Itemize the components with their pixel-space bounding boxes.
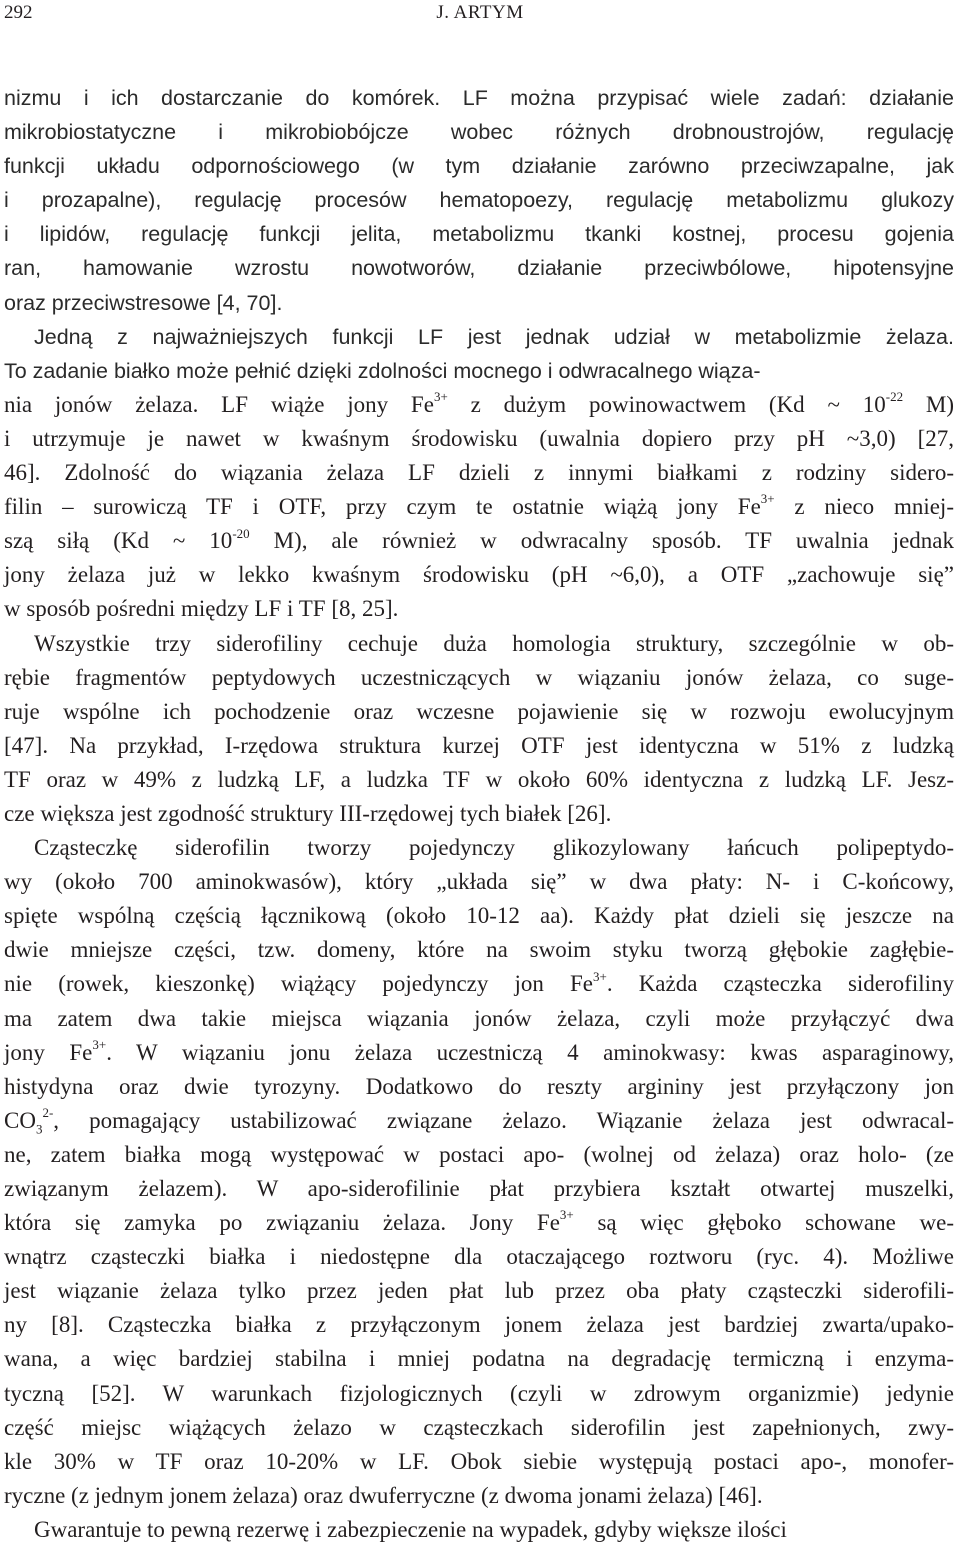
text-segment: M), ale również w odwracalny sposób. TF uwalnia jednak bbox=[249, 528, 954, 554]
subscript: 3 bbox=[35, 1121, 43, 1137]
text-line bbox=[4, 1070, 954, 1104]
text-segment: TF oraz w 49% z ludzką LF, a ludzka TF w około 60% identyczna z ludzką LF. Jesz- bbox=[4, 766, 954, 792]
text-line bbox=[4, 729, 954, 763]
superscript: 2- bbox=[42, 1105, 54, 1121]
text-segment: są więc głęboko schowane we- bbox=[573, 1210, 954, 1236]
text-line bbox=[4, 1138, 954, 1172]
text-line bbox=[4, 1308, 954, 1342]
text-line bbox=[4, 627, 954, 661]
text-segment: mikrobiostatyczne i mikrobiobójcze wobec różnych drobnoustrojów, regulację bbox=[4, 120, 954, 145]
text-line bbox=[4, 115, 954, 149]
text-line bbox=[4, 592, 954, 626]
paragraph bbox=[4, 320, 954, 388]
paragraph bbox=[4, 81, 954, 320]
text-segment: nia jonów żelaza. LF wiąże jony Fe bbox=[4, 391, 434, 417]
text-segment: ruje wspólne ich pochodzenie oraz wczesne pojawienie się w rozwoju ewolucyjnym bbox=[4, 698, 954, 724]
text-segment: filin – surowiczą TF i OTF, przy czym te ostatnie wiążą jony Fe bbox=[4, 494, 761, 520]
text-line bbox=[4, 354, 954, 388]
text-segment: 46]. Zdolność do wiązania żelaza LF dzieli z innymi białkami z rodziny sidero- bbox=[4, 460, 954, 486]
text-segment: wnątrz cząsteczki białka i niedostępne dla otaczającego roztworu (ryc. 4). Możliwe bbox=[4, 1244, 954, 1270]
text-segment: CO bbox=[4, 1107, 36, 1133]
text-segment: jony Fe bbox=[4, 1039, 93, 1065]
text-segment: kle 30% w TF oraz 10-20% w LF. Obok siebie występują postaci apo-, monofer- bbox=[4, 1448, 954, 1474]
paragraph bbox=[4, 388, 954, 627]
text-segment: Jedną z najważniejszych funkcji LF jest jednak udział w metabolizmie żelaza. bbox=[34, 324, 954, 349]
text-line bbox=[4, 217, 954, 251]
text-segment: cze większa jest zgodność struktury III-rzędowej tych białek [26]. bbox=[4, 800, 612, 826]
text-line bbox=[4, 831, 954, 865]
page-header bbox=[0, 0, 960, 30]
text-segment: spięte wspólną częścią łącznikową (około 10-12 aa). Każdy płat dzieli się jeszcze na bbox=[4, 903, 954, 929]
text-line bbox=[4, 149, 954, 183]
text-line bbox=[4, 1104, 954, 1138]
text-segment: szą siłą (Kd ~ 10 bbox=[4, 528, 233, 554]
text-line bbox=[4, 797, 954, 831]
text-segment: część miejsc wiążących żelazo w cząsteczkach siderofilin jest zapełnionych, zwy- bbox=[4, 1414, 954, 1440]
text-segment: ryczne (z jednym jonem żelaza) oraz dwuferryczne (z dwoma jonami żelaza) [46]. bbox=[4, 1482, 763, 1508]
text-segment: ny [8]. Cząsteczka białka z przyłączonym jonem żelaza jest bardziej zwarta/upako- bbox=[4, 1312, 954, 1338]
text-line bbox=[4, 251, 954, 285]
text-line bbox=[4, 286, 954, 320]
text-line bbox=[4, 1206, 954, 1240]
text-line bbox=[4, 933, 954, 967]
text-segment: . Każda cząsteczka siderofiliny bbox=[606, 971, 954, 997]
text-segment: jest wiązanie żelaza tylko przez jeden płat lub przez oba płaty cząsteczki siderofili- bbox=[4, 1278, 954, 1304]
text-segment: , pomagający ustabilizować związane żelazo. Wiązanie żelaza jest odwracal- bbox=[53, 1107, 954, 1133]
text-segment: [47]. Na przykład, I-rzędowa struktura kurzej OTF jest identyczna w 51% z ludzką bbox=[4, 732, 954, 758]
text-segment: Wszystkie trzy siderofiliny cechuje duża homologia struktury, szczególnie w ob- bbox=[34, 630, 954, 656]
text-segment: rębie fragmentów peptydowych uczestniczących w wiązaniu jonów żelaza, co suge- bbox=[4, 664, 954, 690]
text-line bbox=[4, 388, 954, 422]
text-segment: nizmu i ich dostarczanie do komórek. LF można przypisać wiele zadań: działanie bbox=[4, 86, 954, 110]
text-line bbox=[4, 456, 954, 490]
superscript: -22 bbox=[885, 389, 904, 405]
text-line bbox=[4, 1377, 954, 1411]
text-segment: histydyna oraz dwie tyrozyny. Dodatkowo do reszty argininy jest przyłączony jon bbox=[4, 1073, 954, 1099]
superscript: 3+ bbox=[92, 1036, 107, 1052]
text-segment: jony żelaza już w lekko kwaśnym środowisku (pH ~6,0), a OTF „zachowuje się” bbox=[4, 562, 954, 588]
text-segment: To zadanie białko może pełnić dzięki zdolności mocnego i odwracalnego wiąza- bbox=[4, 358, 761, 383]
text-line bbox=[4, 1274, 954, 1308]
text-segment: M) bbox=[903, 391, 954, 417]
superscript: 3+ bbox=[760, 491, 775, 507]
text-line bbox=[4, 865, 954, 899]
text-line bbox=[4, 183, 954, 217]
text-line bbox=[4, 763, 954, 797]
text-line bbox=[4, 1411, 954, 1445]
text-segment: w sposób pośredni między LF i TF [8, 25]. bbox=[4, 596, 399, 622]
paragraph bbox=[4, 1513, 954, 1547]
text-segment: wy (około 700 aminokwasów), który „układa się” w dwa płaty: N- i C-końcowy, bbox=[4, 869, 954, 895]
text-segment: . W wiązaniu jonu żelaza uczestniczą 4 aminokwasy: kwas asparaginowy, bbox=[106, 1039, 955, 1065]
text-line bbox=[4, 320, 954, 354]
text-segment: Cząsteczkę siderofilin tworzy pojedynczy glikozylowany łańcuch polipeptydo- bbox=[34, 835, 954, 861]
superscript: 3+ bbox=[433, 389, 448, 405]
text-line bbox=[4, 1342, 954, 1376]
text-line bbox=[4, 695, 954, 729]
text-line bbox=[4, 1445, 954, 1479]
superscript: 3+ bbox=[559, 1207, 574, 1223]
text-line bbox=[4, 661, 954, 695]
text-segment: ran, hamowanie wzrostu nowotworów, działanie przeciwbólowe, hipotensyjne bbox=[4, 256, 954, 281]
text-segment: z nieco mniej- bbox=[774, 494, 954, 520]
text-line bbox=[4, 524, 954, 558]
text-segment: i utrzymuje je nawet w kwaśnym środowisku (uwalnia dopiero przy pH ~3,0) [27, bbox=[4, 425, 954, 451]
text-line bbox=[4, 1479, 954, 1513]
text-segment: tyczną [52]. W warunkach fizjologicznych (czyli w zdrowym organizmie) jedynie bbox=[4, 1380, 954, 1406]
superscript: 3+ bbox=[593, 968, 607, 984]
text-segment: nie (rowek, kieszonkę) wiążący pojedynczy jon Fe bbox=[4, 971, 593, 997]
text-segment: związanym żelazem). W apo-siderofilinie płat przybiera kształt otwartej muszelki, bbox=[4, 1176, 954, 1201]
text-line bbox=[4, 558, 954, 592]
text-line bbox=[4, 1172, 954, 1206]
text-segment: ne, zatem białka mogą występować w postaci apo- (wolnej od żelaza) oraz holo- (ze bbox=[4, 1141, 954, 1167]
text-segment: i prozapalne), regulację procesów hematopoezy, regulację metabolizmu glukozy bbox=[4, 188, 954, 213]
text-line bbox=[4, 899, 954, 933]
text-line bbox=[4, 1240, 954, 1274]
paragraph bbox=[4, 831, 954, 1513]
text-segment: Gwarantuje to pewną rezerwę i zabezpieczenie na wypadek, gdyby większe ilości bbox=[34, 1516, 787, 1542]
text-line bbox=[4, 1513, 954, 1547]
text-segment: która się zamyka po związaniu żelaza. Jony Fe bbox=[4, 1210, 560, 1236]
text-line bbox=[4, 1036, 954, 1070]
running-title: J. ARTYM bbox=[436, 2, 524, 23]
text-line bbox=[4, 490, 954, 524]
page-number: 292 bbox=[4, 2, 33, 23]
text-segment: i lipidów, regulację funkcji jelita, metabolizmu tkanki kostnej, procesu gojenia bbox=[4, 222, 954, 247]
text-segment: dwie mniejsze części, tzw. domeny, które na swoim styku tworzą głębokie zagłębie- bbox=[4, 937, 954, 963]
text-line bbox=[4, 81, 954, 115]
text-segment: funkcji układu odpornościowego (w tym działanie zarówno przeciwzapalne, jak bbox=[4, 154, 954, 179]
superscript: -20 bbox=[232, 525, 250, 541]
text-segment: ma zatem dwa takie miejsca wiązania jonów żelaza, czyli może przyłączyć dwa bbox=[4, 1005, 954, 1031]
text-segment: z dużym powinowactwem (Kd ~ 10 bbox=[447, 391, 886, 417]
text-line bbox=[4, 1002, 954, 1036]
text-line bbox=[4, 422, 954, 456]
text-segment: oraz przeciwstresowe [4, 70]. bbox=[4, 290, 283, 315]
paragraph bbox=[4, 627, 954, 832]
text-segment: wana, a więc bardziej stabilna i mniej podatna na degradację termiczną i enzyma- bbox=[4, 1346, 954, 1372]
text-line bbox=[4, 967, 954, 1001]
body-text bbox=[4, 81, 954, 1547]
